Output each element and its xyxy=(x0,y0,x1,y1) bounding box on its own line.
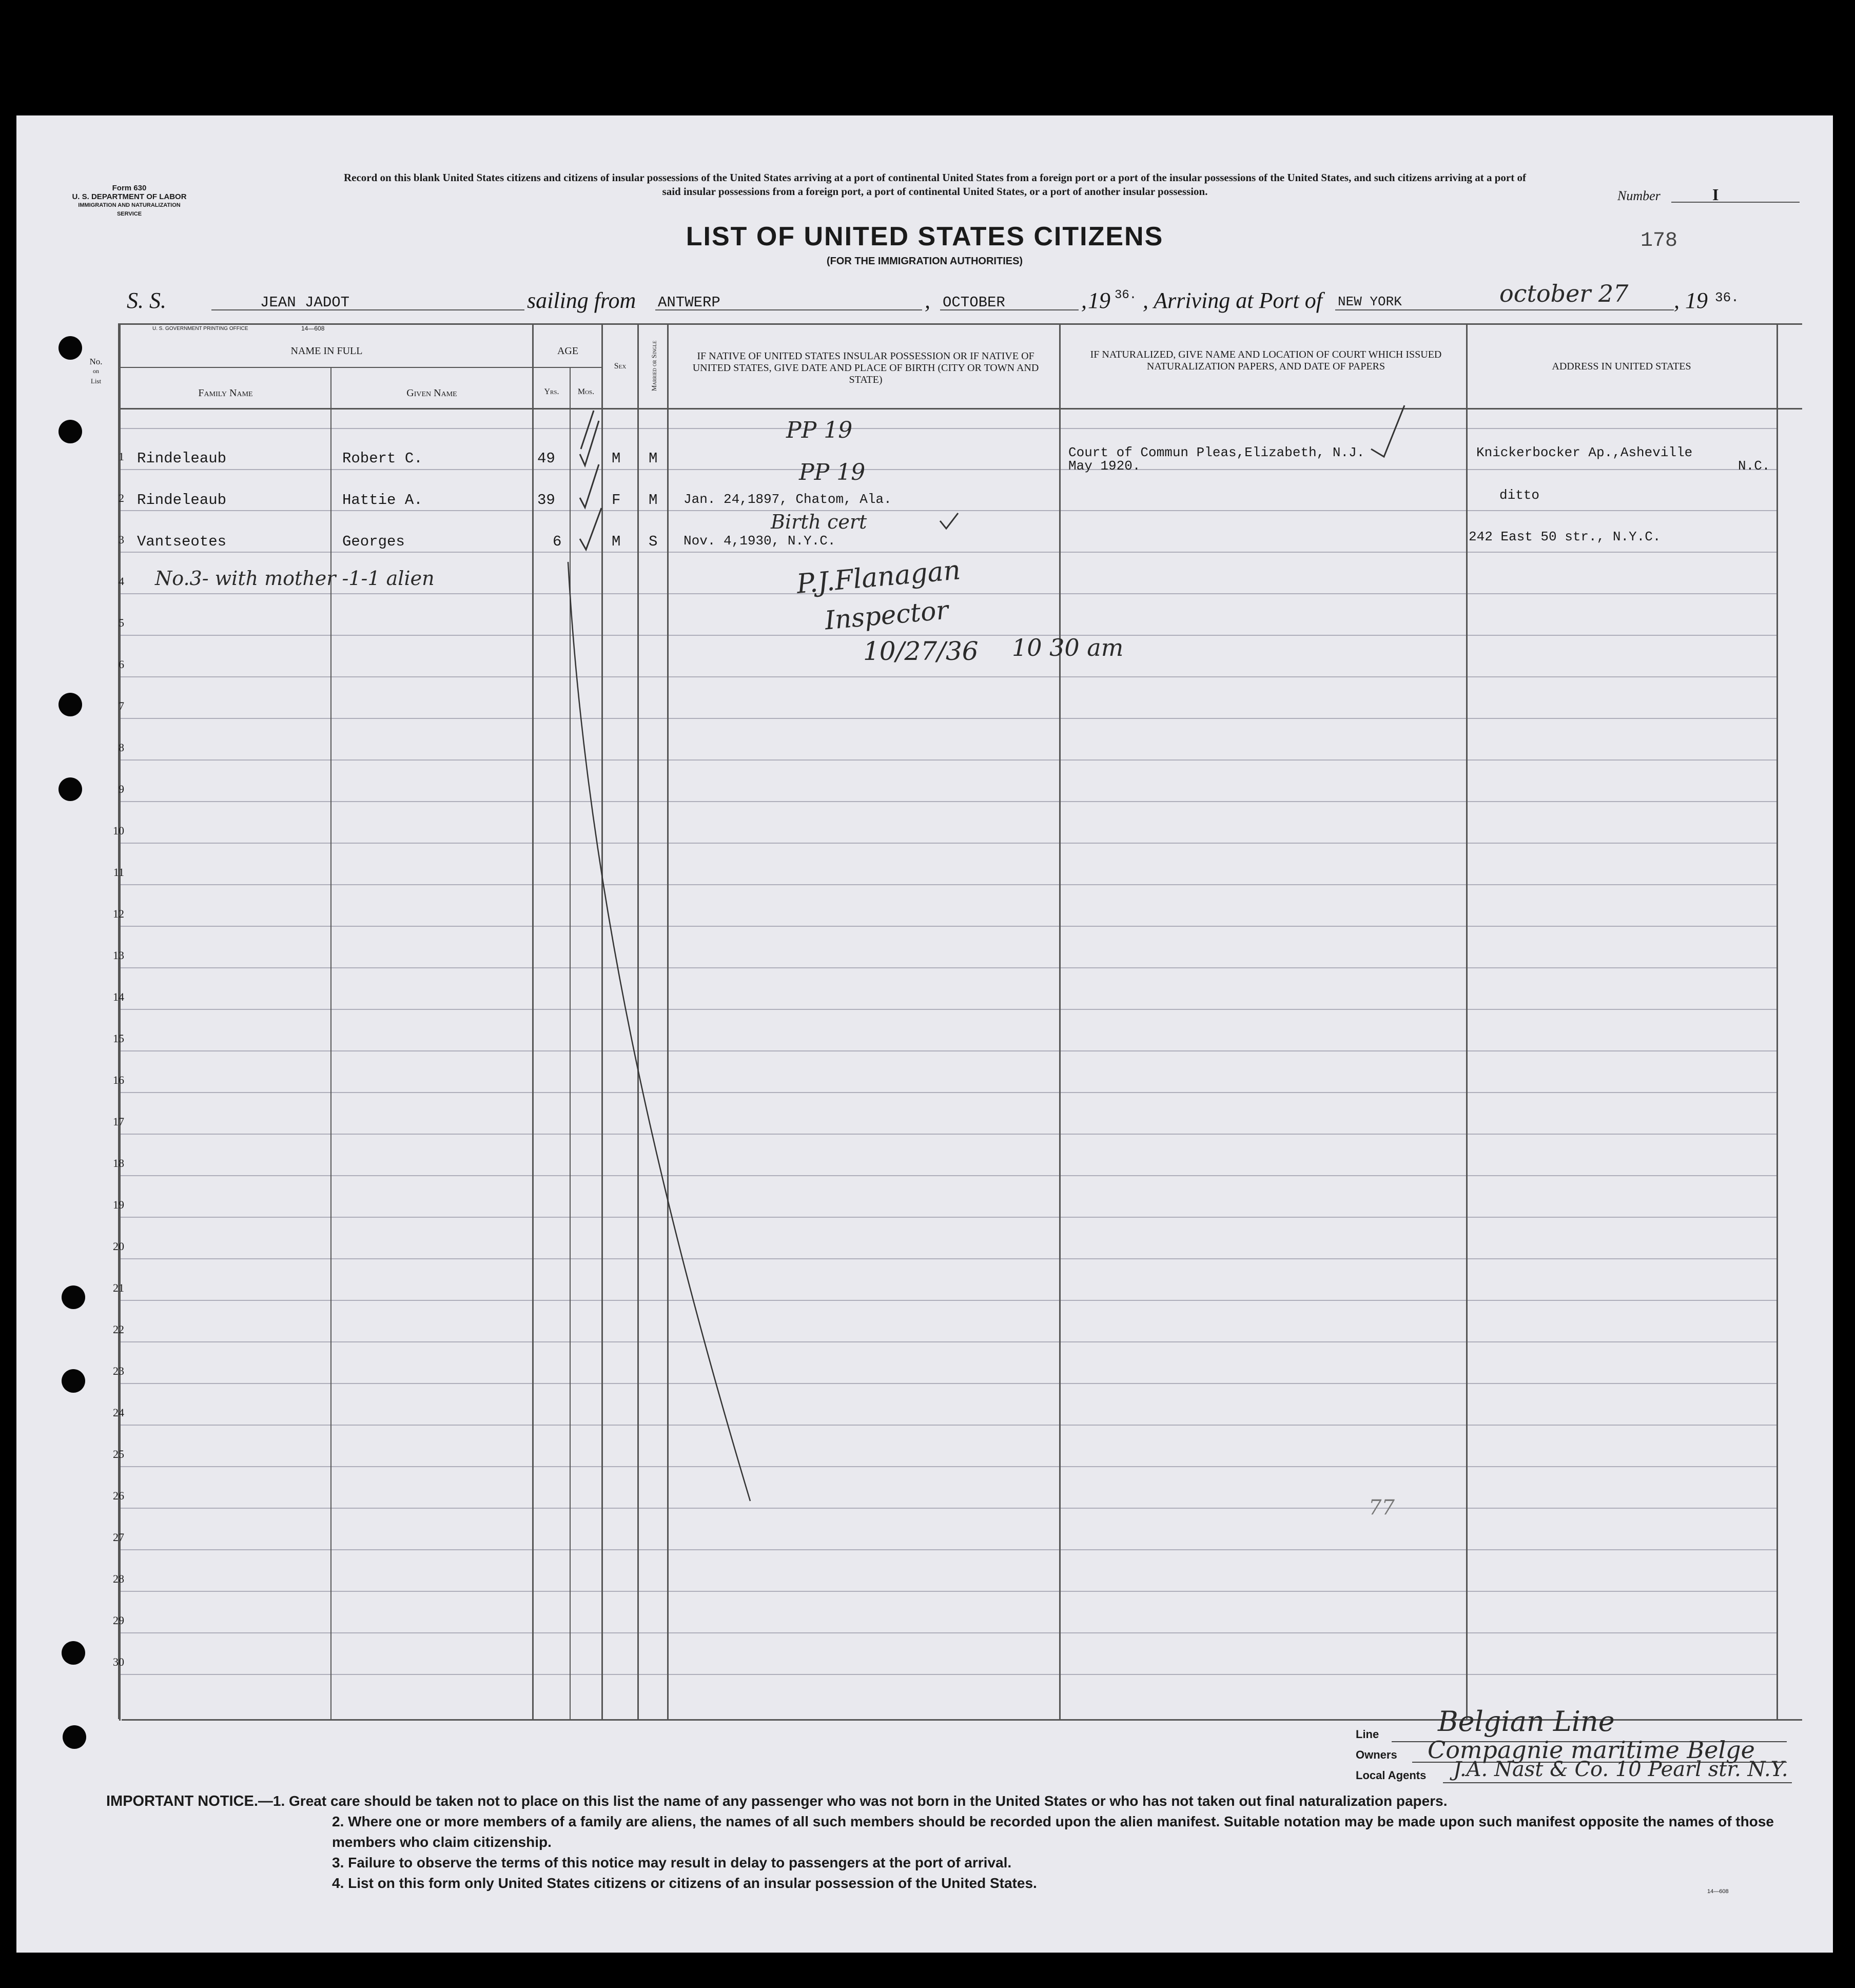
pencil-marks xyxy=(16,115,1833,1758)
row-number: 12 xyxy=(113,907,124,920)
year-from-suffix: 36. xyxy=(1115,288,1137,302)
row-number: 21 xyxy=(113,1281,124,1294)
row-number: 7 xyxy=(119,699,124,712)
page-stamp: 178 xyxy=(1641,229,1678,252)
row2-yrs: 39 xyxy=(537,492,555,509)
notice-item: 1. Great care should be taken not to place on this list the name of any passenger who was not born in the United States or who has not taken out final naturalization papers. xyxy=(272,1793,1448,1809)
row1-address: Knickerbocker Ap.,Asheville xyxy=(1476,445,1693,460)
header-family-name: Family Name xyxy=(198,387,253,399)
header-naturalized: IF NATURALIZED, GIVE NAME AND LOCATION OF COURT WHICH ISSUED NATURALIZATION PAPERS, AND DATE OF PAPERS xyxy=(1090,349,1442,372)
row2-family: Rindeleaub xyxy=(137,492,227,509)
notice-item: 2. Where one or more members of a family are aliens, the names of all such members should be recorded upon the alien manifest. Suitable notation may be made upon such manifest opposite the names of those members who claim citizenship. xyxy=(332,1814,1774,1850)
row-number: 27 xyxy=(113,1531,124,1544)
notice-heading: IMPORTANT NOTICE.— xyxy=(106,1793,273,1809)
printing-code: 14—608 xyxy=(301,325,325,332)
row1-yrs: 49 xyxy=(537,450,555,467)
date-to: october 27 xyxy=(1499,280,1629,307)
row-number: 17 xyxy=(113,1115,124,1128)
row-number: 22 xyxy=(113,1323,124,1336)
row3-address: 242 East 50 str., N.Y.C. xyxy=(1469,529,1661,544)
row-number: 3 xyxy=(119,533,124,546)
header-mos: Mos. xyxy=(577,387,595,396)
row-number: 8 xyxy=(119,741,124,754)
handwritten-pp-row1: PP 19 xyxy=(786,417,853,443)
row2-address: ditto xyxy=(1499,488,1540,503)
line-label: Line xyxy=(1356,1728,1379,1741)
row-number: 14 xyxy=(113,990,124,1003)
row3-status: S xyxy=(649,533,658,550)
handwritten-row4-note: No.3- with mother -1-1 alien xyxy=(155,567,435,590)
footer-code: 14—608 xyxy=(1707,1888,1729,1895)
row3-sex: M xyxy=(612,533,621,550)
notice-item: 3. Failure to observe the terms of this notice may result in delay to passengers at the port of arrival. xyxy=(332,1855,1012,1870)
row-number: 30 xyxy=(113,1655,124,1668)
row-number: 2 xyxy=(119,492,124,504)
date-from: OCTOBER xyxy=(943,294,1005,311)
printing-office: U. S. GOVERNMENT PRINTING OFFICE xyxy=(152,326,248,332)
inspector-title: Inspector xyxy=(823,595,950,636)
row-number: 4 xyxy=(119,575,124,588)
agents-label: Local Agents xyxy=(1356,1769,1427,1782)
row-number: 1 xyxy=(119,450,124,463)
check-mark xyxy=(940,513,958,529)
arriving-label: , Arriving at Port of xyxy=(1143,288,1322,313)
row-number: 28 xyxy=(113,1572,124,1585)
row1-naturalized-date: May 1920. xyxy=(1068,458,1141,474)
row-number: 15 xyxy=(113,1032,124,1045)
row-number: 9 xyxy=(119,783,124,795)
notice-item: 4. List on this form only United States citizens or citizens of an insular possession of the United States. xyxy=(332,1875,1037,1891)
agents-value: J.A. Nast & Co. 10 Pearl str. N.Y. xyxy=(1453,1758,1788,1781)
owners-value: Compagnie maritime Belge xyxy=(1428,1736,1755,1764)
instructions: Record on this blank United States citizens and citizens of insular possessions of the United States arriving at a port of continental United States from a foreign port or a port of the insular possessions of the United States, and such citizens arriving at a port of said insular possessions from a foreign port, a port of continental United States, or a port of another insular possession. xyxy=(344,171,1526,198)
row-number: 18 xyxy=(113,1157,124,1170)
header-married-single: Married or Single xyxy=(650,340,658,392)
row-number: 25 xyxy=(113,1448,124,1460)
row1-family: Rindeleaub xyxy=(137,450,227,467)
row-number: 19 xyxy=(113,1198,124,1211)
row-number: 29 xyxy=(113,1614,124,1627)
row-number: 10 xyxy=(113,824,124,837)
row2-status: M xyxy=(649,492,658,509)
important-notice xyxy=(106,1791,1789,1894)
check-mark xyxy=(1371,405,1404,457)
header-yrs: Yrs. xyxy=(544,387,559,396)
inspection-date: 10/27/36 xyxy=(863,636,979,666)
service: IMMIGRATION AND NATURALIZATION SERVICE xyxy=(78,202,181,217)
row-number: 23 xyxy=(113,1365,124,1377)
year-to-prefix: , 19 xyxy=(1674,288,1708,313)
header-address: ADDRESS IN UNITED STATES xyxy=(1552,361,1691,372)
ss-label: S. S. xyxy=(127,288,166,313)
row1-given: Robert C. xyxy=(342,450,423,467)
row1-address-state: N.C. xyxy=(1738,458,1770,474)
year-from-prefix: 19 xyxy=(1088,288,1110,313)
row2-sex: F xyxy=(612,492,621,509)
year-to-suffix: 36. xyxy=(1715,290,1739,305)
vertical-pencil-line xyxy=(568,562,750,1501)
header-sex: Sex xyxy=(614,362,627,371)
row-number: 13 xyxy=(113,949,124,962)
row1-naturalized-court: Court of Commun Pleas,Elizabeth, N.J. xyxy=(1068,445,1365,460)
row3-birth: Nov. 4,1930, N.Y.C. xyxy=(684,533,836,549)
row-number: 5 xyxy=(119,616,124,629)
header-name-in-full: NAME IN FULL xyxy=(290,345,363,357)
row1-status: M xyxy=(649,450,658,467)
row-number: 26 xyxy=(113,1489,124,1502)
row-number: 6 xyxy=(119,658,124,671)
header-age: AGE xyxy=(557,345,579,357)
inspector-signature: P.J.Flanagan xyxy=(795,555,962,600)
port-to: NEW YORK xyxy=(1338,294,1402,309)
row-number: 11 xyxy=(113,866,124,879)
owners-label: Owners xyxy=(1356,1748,1397,1761)
line-value: Belgian Line xyxy=(1438,1705,1615,1738)
row3-family: Vantseotes xyxy=(137,533,227,550)
line-info xyxy=(1356,1724,1426,1786)
page-subtitle: (FOR THE IMMIGRATION AUTHORITIES) xyxy=(826,256,1023,267)
header-birth: IF NATIVE OF UNITED STATES INSULAR POSSESSION OR IF NATIVE OF UNITED STATES, GIVE DATE AND PLACE OF BIRTH (CITY OR TOWN AND STATE) xyxy=(692,350,1039,385)
form-number: Form 630 xyxy=(112,184,147,192)
row3-yrs: 6 xyxy=(553,533,562,550)
manifest-page: Form 630 U. S. DEPARTMENT OF LABOR IMMIGRATION AND NATURALIZATION SERVICE Record on this blank United States citizens and citizens of insular possessions of the United States arriving at a port of continental United States from a foreign port or a port of the insular possessions of the United States, and such citizens arriving at a port of said insular possessions from a foreign port, a port of continental United States, or a port of another insular possession. Number I 178 LIST OF UNITED STATES CITIZENS (FOR THE IMMIGRATION AUTHORITIES) S. S. JEAN JADOT sailing from ANTWERP , OCTOBER , 19 36. , Arriving at Port of NEW YORK october 27 , 19 36. U. S. GOVERNMENT PRINTING OFFICE 14—608 No. on List NAME IN FULL Family Name Given Name AGE Yrs. Mos. Sex Married or Single IF NATIVE OF UNITED STATES INSULAR POSSESSION OR IF NATIVE OF UNITED STATES, GIVE DATE AND PLACE OF BIRTH (CITY OR TOWN AND STATE) IF NATURALIZED, GIVE NAME AND LOCATION OF COURT WHICH ISSUED NATURALIZATION PAPERS, AND DATE OF PAPERS ADDRESS IN UNITED STATES 1 2 3 4 5 6 7 8 9 10 11 12 13 14 15 16 17 18 19 20 21 22 23 24 25 26 27 28 29 30 Rindeleaub Robert C. 49 M M Court of Commun Pleas,Elizabeth, N.J. May 1920. Knickerbocker Ap.,Asheville N.C. Rindeleaub Hattie A. 39 F M Jan. 24,1897, Chatom, Ala. ditto Vantseotes Georges 6 M S Nov. 4,1930, N.Y.C. 242 East 50 str., N.Y.C. PP 19 PP 19 Birth cert No.3- with mother -1-1 alien P.J.Flanagan Inspector 10/27/36 10 30 am 77 Line Owners Local Agents Belgian Line Compagnie maritime Belge J.A. Nast & Co. 10 Pearl str. N.Y. IMPORTANT NOTICE.— 1. Great care should be taken not to place on this list the name of any passenger who was not born in the United States or who has not taken out final naturalization papers. 2. Where one or more members of a family are aliens, the names of all such members should be recorded upon the alien manifest. Suitable notation may be made upon such manifest opposite the names of those members who claim citizenship. 3. Failure to observe the terms of this notice may result in delay to passengers at the port of arrival. 4. List on this form only United States citizens or citizens of an insular possession of the United States. 14—608 xyxy=(16,115,1833,1953)
row2-birth: Jan. 24,1897, Chatom, Ala. xyxy=(684,492,892,507)
row3-given: Georges xyxy=(342,533,405,550)
row-number: 24 xyxy=(113,1406,124,1419)
number-label: Number xyxy=(1617,188,1661,203)
check-mark xyxy=(580,464,599,508)
row1-sex: M xyxy=(612,450,621,467)
handwritten-pp-row2: PP 19 xyxy=(799,459,866,485)
row2-given: Hattie A. xyxy=(342,492,423,509)
inspection-time: 10 30 am xyxy=(1012,634,1124,661)
sailing-label: sailing from xyxy=(527,288,636,313)
row-number: 20 xyxy=(113,1240,124,1253)
bottom-mark: 77 xyxy=(1369,1496,1395,1519)
port-from: ANTWERP xyxy=(658,294,720,311)
page-title: LIST OF UNITED STATES CITIZENS xyxy=(686,222,1164,251)
department: U. S. DEPARTMENT OF LABOR xyxy=(72,192,187,201)
ship-name: JEAN JADOT xyxy=(260,294,350,311)
row-number: 16 xyxy=(113,1074,124,1086)
header-no-on-list: No. on List xyxy=(89,357,103,385)
header-given-name: Given Name xyxy=(406,387,457,399)
handwritten-birth-cert: Birth cert xyxy=(771,511,867,533)
number-value: I xyxy=(1712,185,1719,204)
check-mark xyxy=(580,508,601,550)
